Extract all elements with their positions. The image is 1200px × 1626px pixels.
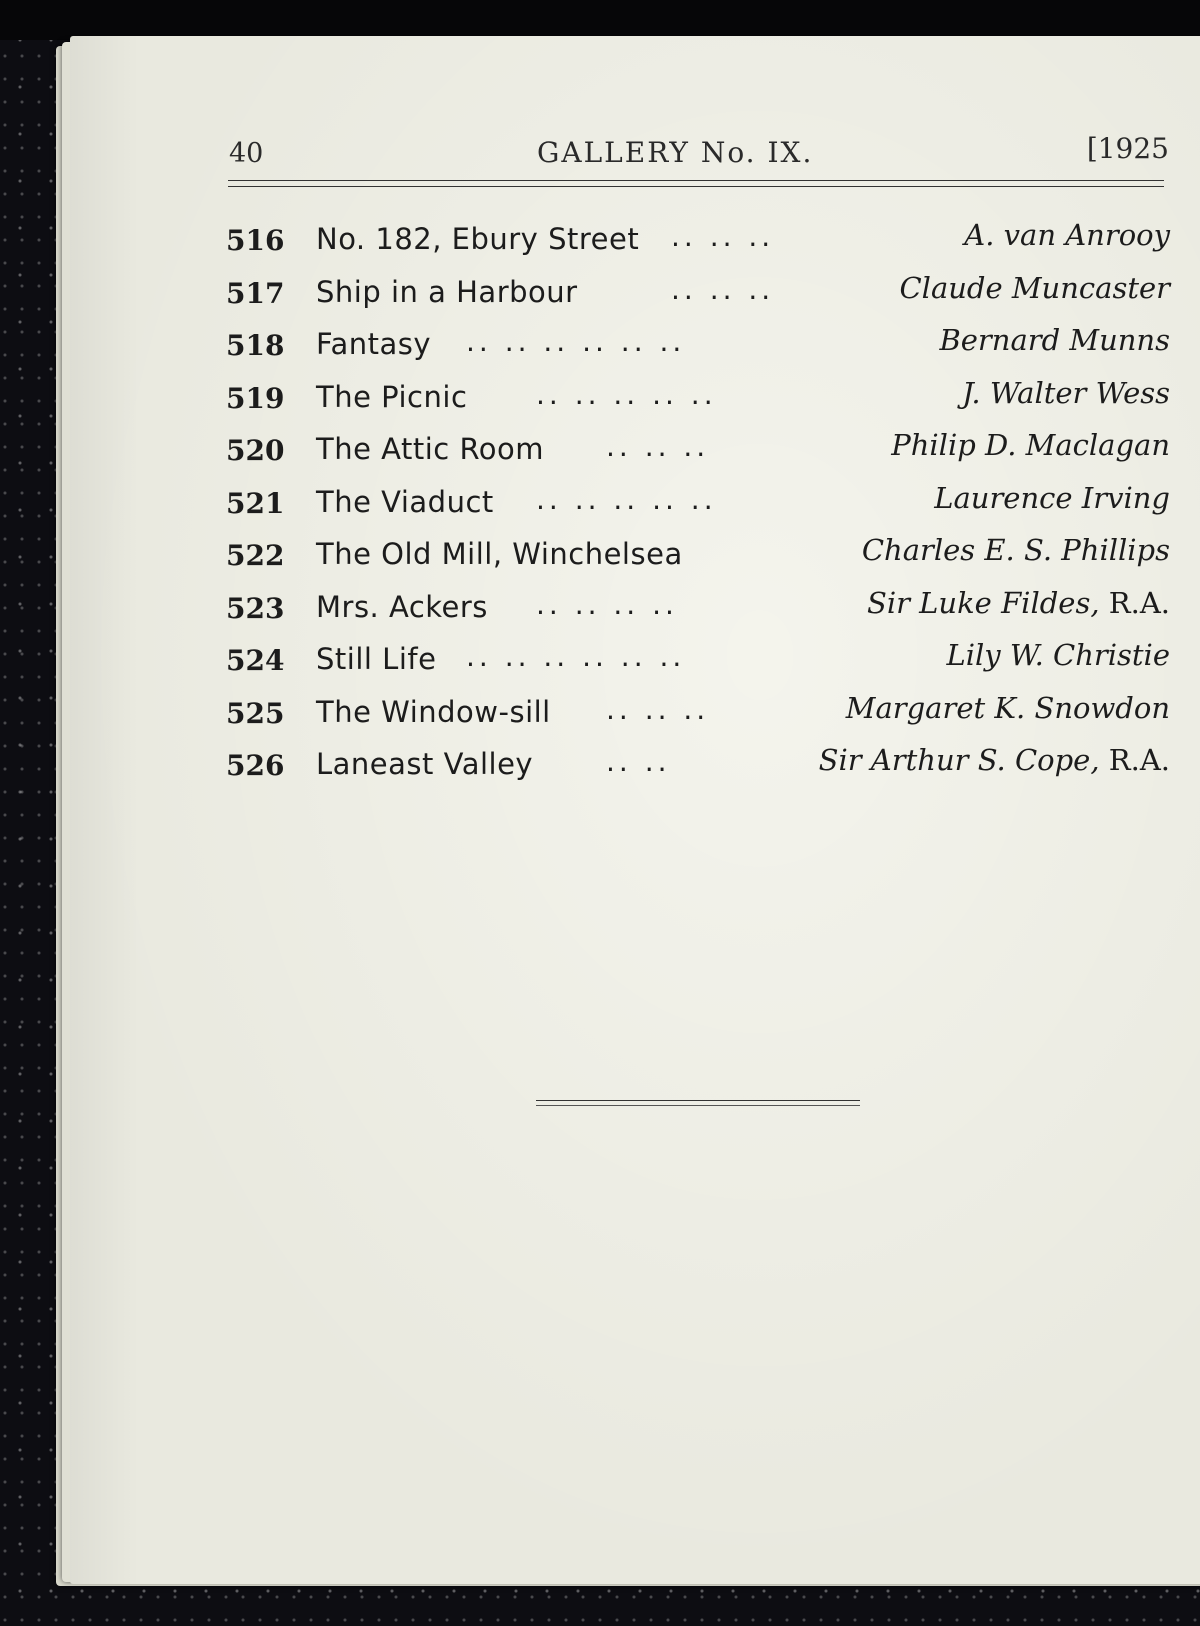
artist-name: J. Walter Wess [962, 375, 1170, 410]
entry-artist [862, 533, 1170, 567]
entry-title: The Attic Room [316, 432, 545, 466]
entry-artist [964, 218, 1170, 252]
page-number: 40 [229, 138, 264, 169]
catalogue-entry [226, 634, 1170, 687]
artist-name: Laurence Irving [934, 480, 1170, 515]
catalogue-entry [226, 739, 1170, 792]
header-double-rule [228, 180, 1164, 187]
background-edge [0, 0, 1200, 40]
catalogue-entry [226, 214, 1170, 267]
catalogue-entry [226, 582, 1170, 635]
entry-artist [846, 691, 1170, 725]
entry-number: 519 [226, 381, 285, 415]
dot-leader: .. .. .. .. .. [536, 377, 717, 411]
entry-title: Fantasy [316, 327, 432, 361]
dot-leader: .. .. .. .. .. .. [466, 325, 686, 358]
entry-artist [899, 271, 1170, 305]
entry-number: 526 [226, 749, 285, 782]
entry-number: 520 [226, 434, 285, 467]
entry-number: 523 [226, 591, 285, 625]
artist-name: Lily W. Christie [946, 638, 1170, 672]
dot-leader: .. .. .. .. .. [536, 482, 717, 516]
artist-name: Sir Luke Fildes, [866, 585, 1100, 620]
entry-artist [939, 323, 1170, 357]
entry-title: No. 182, Ebury Street [316, 222, 640, 256]
entry-artist [891, 428, 1170, 462]
gallery-title: GALLERY No. IX. [537, 136, 814, 169]
catalogue-entry [226, 477, 1170, 530]
catalogue-entry [226, 424, 1170, 477]
catalogue-entry [226, 319, 1170, 372]
dot-leader: .. .. .. [606, 692, 710, 726]
entry-artist [946, 638, 1170, 672]
dot-leader: .. .. .. [606, 430, 710, 463]
catalogue-entry [226, 267, 1170, 320]
artist-name: Philip D. Maclagan [891, 428, 1170, 462]
catalogue-list [226, 214, 1170, 792]
catalogue-entry [226, 687, 1170, 740]
entry-number: 518 [226, 329, 285, 362]
dot-leader: .. .. .. [671, 220, 775, 253]
section-end-rule [536, 1100, 860, 1106]
artist-name: Charles E. S. Phillips [861, 533, 1170, 567]
artist-name: A. van Anrooy [964, 218, 1170, 252]
entry-title: Mrs. Ackers [316, 589, 488, 624]
entry-title: The Old Mill, Winchelsea [316, 537, 683, 571]
artist-name: Margaret K. Snowdon [845, 690, 1170, 725]
entry-number: 516 [226, 224, 285, 257]
entry-number: 517 [226, 276, 285, 310]
artist-name: Claude Muncaster [899, 270, 1170, 305]
entry-title: Still Life [316, 642, 437, 676]
catalogue-entry [226, 529, 1170, 582]
running-head [229, 126, 1169, 176]
entry-title: The Picnic [316, 379, 468, 414]
artist-name: Sir Arthur S. Cope, [818, 743, 1100, 777]
entry-artist [867, 586, 1170, 620]
entry-title: The Viaduct [316, 484, 494, 519]
entry-number: 521 [226, 486, 285, 520]
entry-number: 524 [226, 644, 285, 677]
entry-artist [934, 481, 1170, 515]
entry-artist [819, 743, 1170, 777]
dot-leader: .. .. .. .. [536, 587, 678, 621]
entry-title: Ship in a Harbour [316, 274, 578, 309]
entry-number: 522 [226, 539, 285, 572]
entry-title: Laneast Valley [316, 747, 534, 781]
dot-leader: .. .. .. [671, 272, 775, 306]
entry-title: The Window-sill [316, 694, 551, 729]
artist-suffix: R.A. [1099, 743, 1170, 777]
artist-name: Bernard Munns [939, 323, 1170, 357]
dot-leader: .. .. .. .. .. .. [466, 640, 686, 673]
year-label: [1925 [1086, 132, 1169, 165]
dot-leader: .. .. [606, 745, 671, 778]
catalogue-entry [226, 372, 1170, 425]
entry-number: 525 [226, 696, 285, 730]
entry-artist [962, 376, 1170, 410]
artist-suffix: R.A. [1099, 585, 1170, 620]
